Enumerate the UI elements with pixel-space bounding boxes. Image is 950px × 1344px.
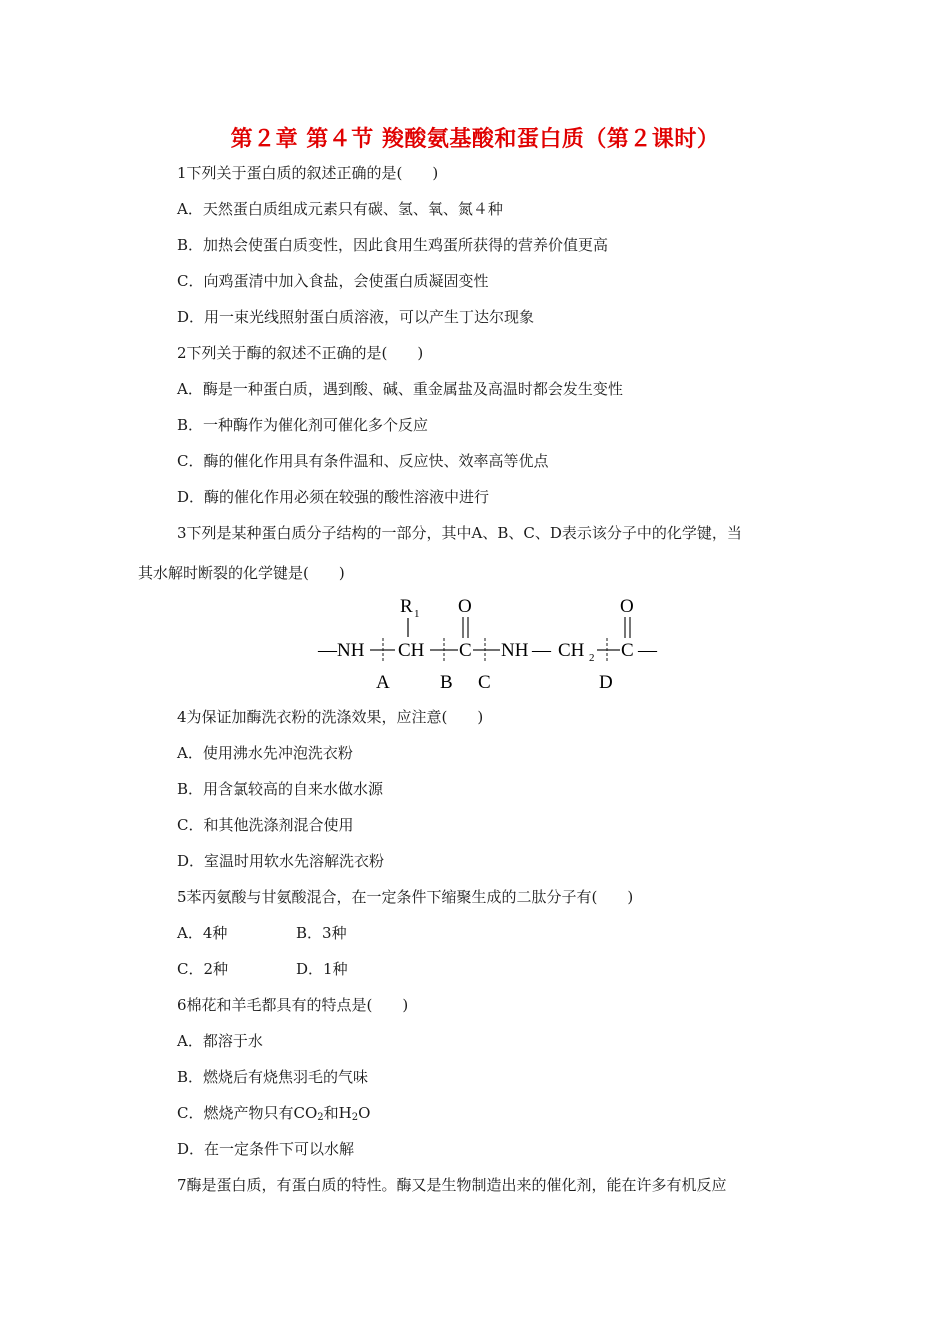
question-6-option-a: A．都溶于水 — [177, 1032, 263, 1050]
peptide-structure-diagram — [310, 592, 670, 692]
question-4-option-b: B．用含氯较高的自来水做水源 — [177, 780, 384, 798]
ch-group: CH — [398, 640, 425, 661]
question-2-option-a: A．酶是一种蛋白质，遇到酸、碱、重金属盐及高温时都会发生变性 — [177, 380, 623, 398]
chain-dash: — — [532, 640, 551, 661]
oxygen-2: O — [620, 596, 634, 617]
carbonyl-carbon-2: C — [621, 640, 634, 661]
r1-subscript: 1 — [414, 608, 420, 620]
question-3-stem: 3下列是某种蛋白质分子结构的一部分，其中A、B、C、D表示该分子中的化学键，当 — [177, 524, 742, 542]
carbonyl-carbon-1: C — [459, 640, 472, 661]
ch2-subscript: 2 — [589, 652, 595, 664]
bond-label-c: C — [478, 672, 491, 692]
question-1-option-b: B．加热会使蛋白质变性，因此食用生鸡蛋所获得的营养价值更高 — [177, 236, 609, 254]
nh-group-1: —NH — [318, 640, 365, 661]
r1-label: R — [400, 596, 413, 617]
bond-label-d: D — [599, 672, 613, 692]
question-1-option-c: C．向鸡蛋清中加入食盐，会使蛋白质凝固变性 — [177, 272, 489, 290]
question-1-option-a: A．天然蛋白质组成元素只有碳、氢、氧、氮４种 — [177, 200, 503, 218]
bond-label-b: B — [440, 672, 453, 692]
question-2-stem: 2下列关于酶的叙述不正确的是( ) — [177, 344, 424, 362]
question-5-stem: 5苯丙氨酸与甘氨酸混合，在一定条件下缩聚生成的二肽分子有( ) — [177, 888, 634, 906]
question-1-stem: 1下列关于蛋白质的叙述正确的是( ) — [177, 164, 439, 182]
question-6-option-c: C．燃烧产物只有$CO_2$和$H_2O$ — [177, 1104, 371, 1123]
question-6-option-d: D．在一定条件下可以水解 — [177, 1140, 355, 1158]
bond-label-a: A — [376, 672, 390, 692]
question-5-option-b: B．3种 — [296, 924, 347, 942]
question-6-stem: 6棉花和羊毛都具有的特点是( ) — [177, 996, 409, 1014]
question-4-stem: 4为保证加酶洗衣粉的洗涤效果，应注意( ) — [177, 708, 484, 726]
page-title: 第２章 第４节 羧酸氨基酸和蛋白质（第２课时） — [230, 126, 720, 152]
question-6-option-b: B．燃烧后有烧焦羽毛的气味 — [177, 1068, 369, 1086]
ch2-group: CH — [558, 640, 585, 661]
question-5-option-c: C．2种 — [177, 960, 229, 978]
oxygen-1: O — [458, 596, 472, 617]
question-4-option-d: D．室温时用软水先溶解洗衣粉 — [177, 852, 385, 870]
question-4-option-a: A．使用沸水先冲泡洗衣粉 — [177, 744, 353, 762]
question-2-option-d: D．酶的催化作用必须在较强的酸性溶液中进行 — [177, 488, 490, 506]
question-2-option-b: B．一种酶作为催化剂可催化多个反应 — [177, 416, 429, 434]
chain-end: — — [638, 640, 657, 661]
question-3-stem-continued: 其水解时断裂的化学键是( ) — [138, 564, 345, 582]
question-5-option-d: D．1种 — [296, 960, 348, 978]
question-7-stem: 7酶是蛋白质，有蛋白质的特性。酶又是生物制造出来的催化剂，能在许多有机反应 — [177, 1176, 727, 1194]
question-5-option-a: A．4种 — [177, 924, 228, 942]
question-4-option-c: C．和其他洗涤剂混合使用 — [177, 816, 354, 834]
nh-group-2: NH — [501, 640, 529, 661]
question-2-option-c: C．酶的催化作用具有条件温和、反应快、效率高等优点 — [177, 452, 549, 470]
question-1-option-d: D．用一束光线照射蛋白质溶液，可以产生丁达尔现象 — [177, 308, 535, 326]
